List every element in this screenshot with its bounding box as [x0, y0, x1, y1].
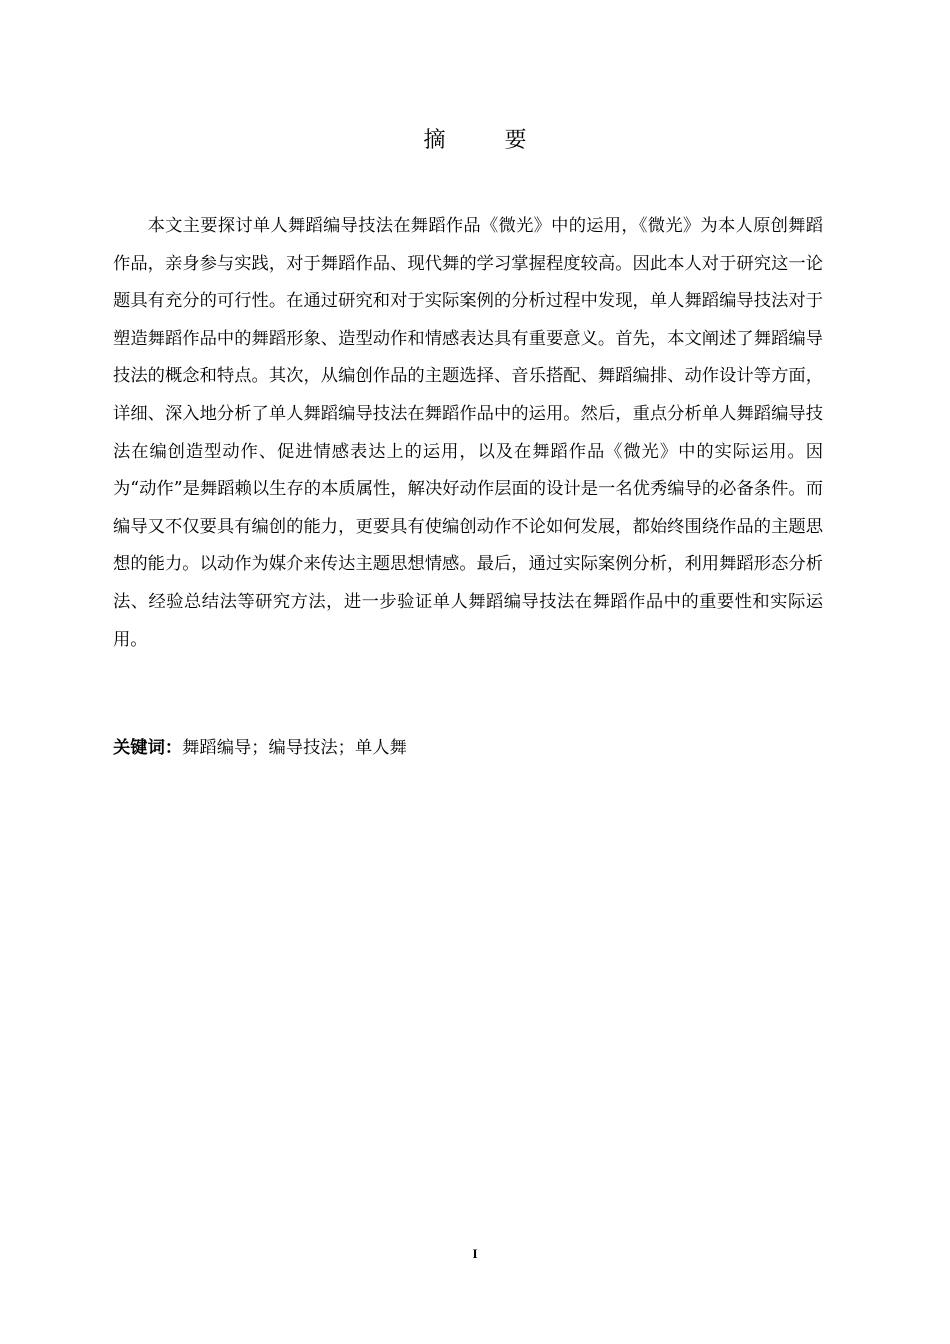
- page-number: I: [472, 1246, 478, 1261]
- keywords-label: 关键词：: [113, 738, 183, 758]
- abstract-title: 摘 要: [423, 128, 553, 153]
- keywords-line: [113, 733, 823, 763]
- abstract-paragraph: 本文主要探讨单人舞蹈编导技法在舞蹈作品《微光》中的运用，《微光》为本人原创舞蹈作品，亲身参与实践，对于舞蹈作品、现代舞的学习掌握程度较高。因此本人对于研究这一论题具有充分的可行性。在通过研究和对于实际案例的分析过程中发现，单人舞蹈编导技法对于塑造舞蹈作品中的舞蹈形象、造型动作和情感表达具有重要意义。首先，本文阐述了舞蹈编导技法的概念和特点。其次，从编创作品的主题选择、音乐搭配、舞蹈编排、动作设计等方面，详细、深入地分析了单人舞蹈编导技法在舞蹈作品中的运用。然后，重点分析单人舞蹈编导技法在编创造型动作、促进情感表达上的运用，以及在舞蹈作品《微光》中的实际运用。因为“动作”是舞蹈赖以生存的本质属性，解决好动作层面的设计是一名优秀编导的必备条件。而编导又不仅要具有编创的能力，更要具有使编创动作不论如何发展，都始终围绕作品的主题思想的能力。以动作为媒介来传达主题思想情感。最后，通过实际案例分析，利用舞蹈形态分析法、经验总结法等研究方法，进一步验证单人舞蹈编导技法在舞蹈作品中的重要性和实际运用。: [113, 216, 823, 650]
- keywords-text: 舞蹈编导；编导技法；单人舞: [182, 738, 407, 758]
